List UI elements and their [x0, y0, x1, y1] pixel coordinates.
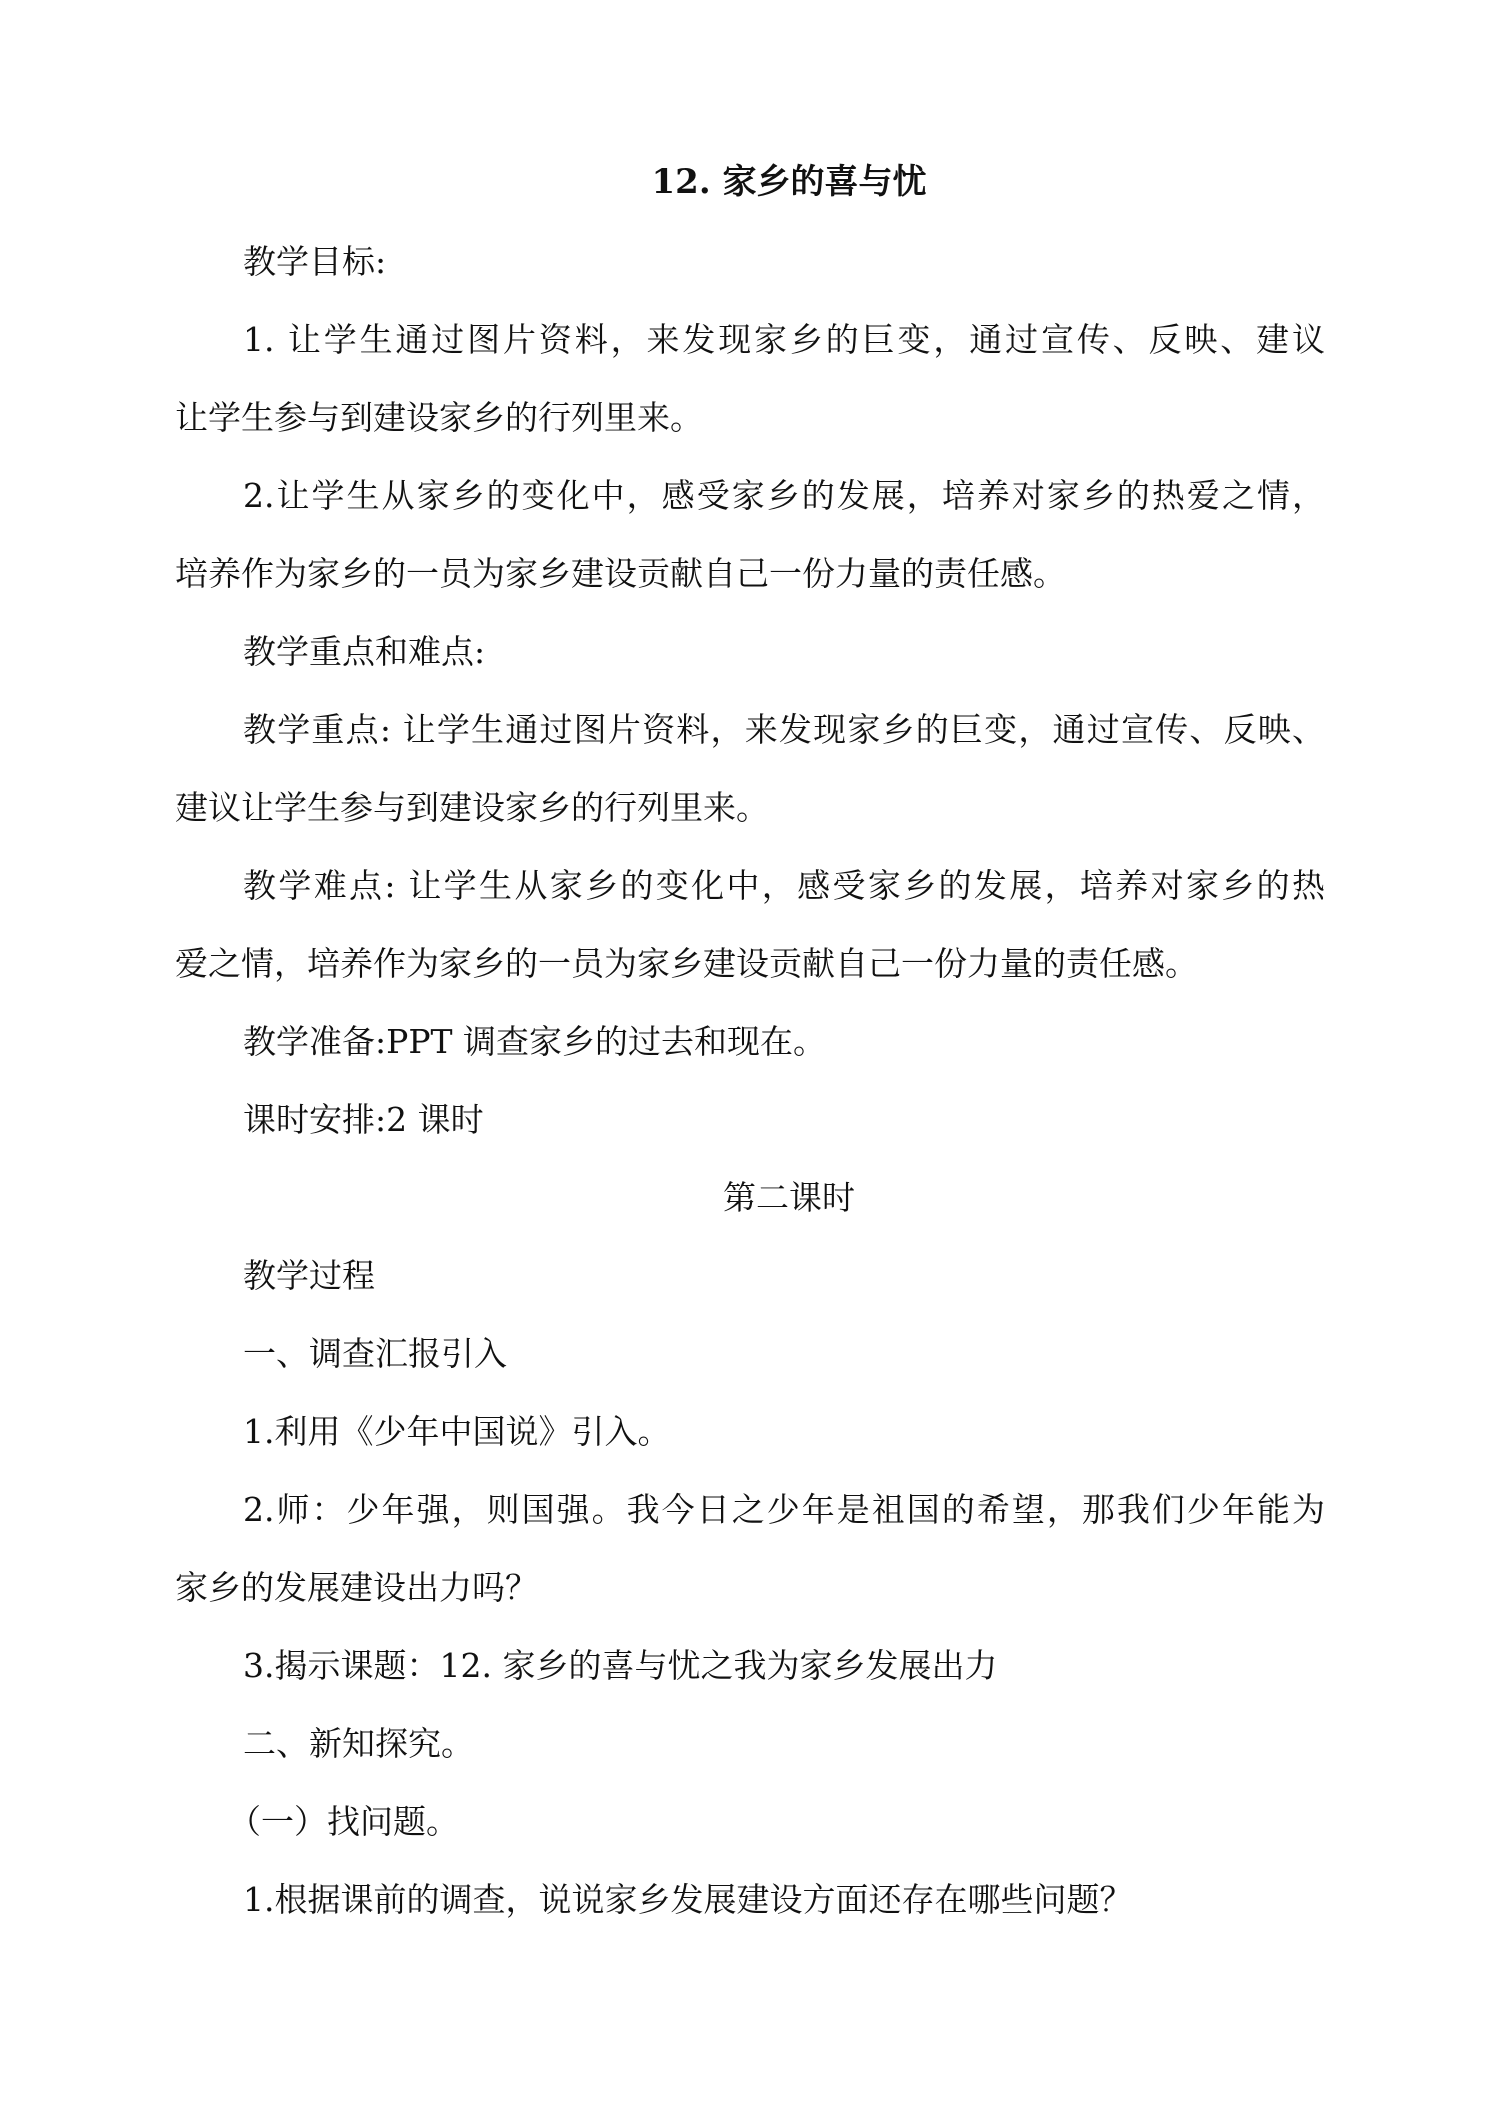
paragraph-line: 1.利用《少年中国说》引入。: [243, 1412, 671, 1451]
paragraph-line: 二、新知探究。: [243, 1724, 474, 1763]
paragraph-line: 课时安排:2 课时: [243, 1100, 484, 1139]
section-heading: 第二课时: [723, 1178, 855, 1217]
paragraph-line: 建议让学生参与到建设家乡的行列里来。: [175, 788, 769, 827]
paragraph-line: 教学准备:PPT 调查家乡的过去和现在。: [243, 1022, 827, 1061]
paragraph-line: 2.让学生从家乡的变化中，感受家乡的发展，培养对家乡的热爱之情，: [243, 476, 1325, 515]
heading-key-points: 教学重点和难点:: [243, 632, 486, 671]
heading-process: 教学过程: [243, 1256, 375, 1295]
paragraph-line: （一）找问题。: [228, 1802, 459, 1841]
paragraph-line: 让学生参与到建设家乡的行列里来。: [175, 398, 703, 437]
paragraph-line: 爱之情，培养作为家乡的一员为家乡建设贡献自己一份力量的责任感。: [175, 944, 1198, 983]
paragraph-line: 1. 让学生通过图片资料，来发现家乡的巨变，通过宣传、反映、建议: [243, 320, 1325, 359]
paragraph-line: 培养作为家乡的一员为家乡建设贡献自己一份力量的责任感。: [175, 554, 1066, 593]
paragraph-line: 教学重点: 让学生通过图片资料，来发现家乡的巨变，通过宣传、反映、: [243, 710, 1325, 749]
paragraph-line: 家乡的发展建设出力吗？: [175, 1568, 538, 1607]
paragraph-line: 2.师：少年强，则国强。我今日之少年是祖国的希望，那我们少年能为: [243, 1490, 1325, 1529]
paragraph-line: 3.揭示课题：12. 家乡的喜与忧之我为家乡发展出力: [243, 1646, 998, 1685]
paragraph-line: 一、调查汇报引入: [243, 1334, 507, 1373]
paragraph-line: 教学难点: 让学生从家乡的变化中，感受家乡的发展，培养对家乡的热: [243, 866, 1325, 905]
paragraph-line: 1.根据课前的调查，说说家乡发展建设方面还存在哪些问题？: [243, 1880, 1133, 1919]
document-title: 12. 家乡的喜与忧: [651, 162, 927, 202]
heading-objectives: 教学目标:: [243, 242, 387, 281]
